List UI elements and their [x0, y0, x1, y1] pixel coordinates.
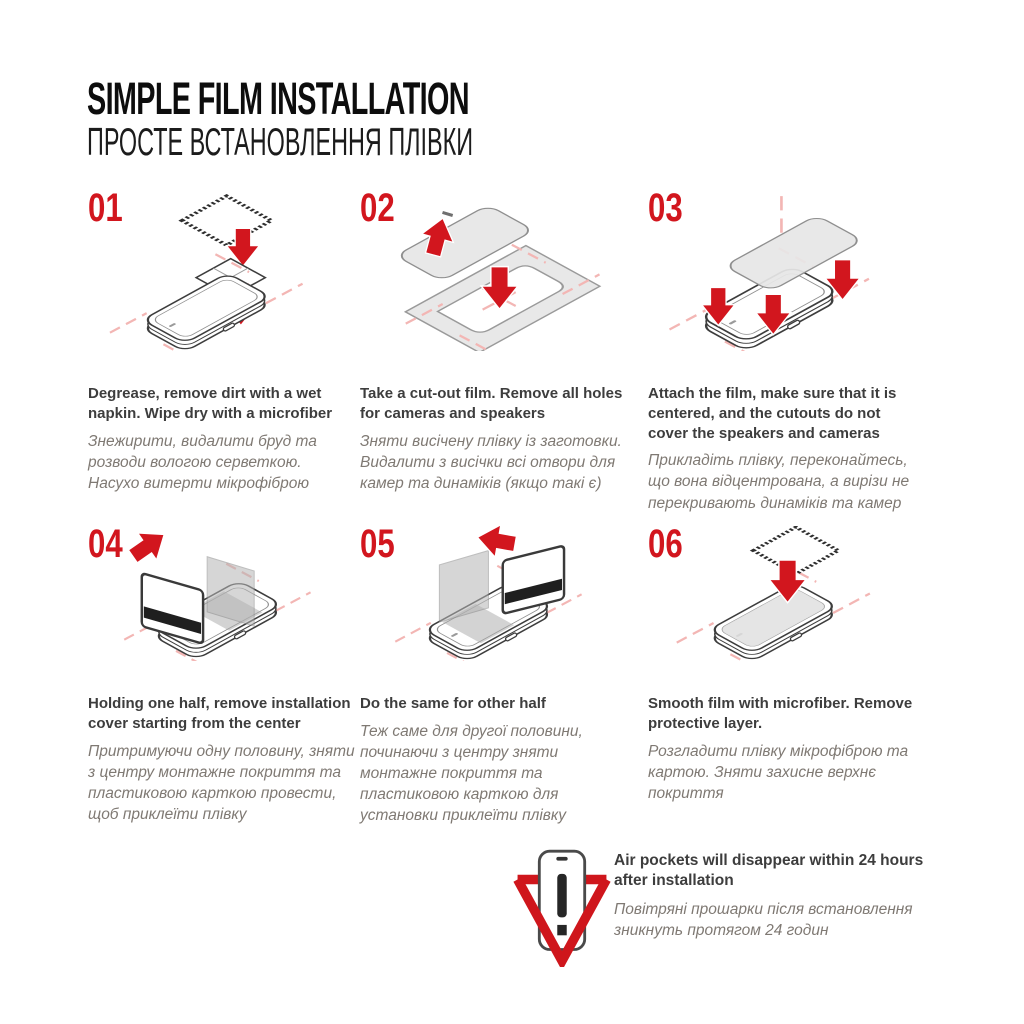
- card-peel-second-half-icon: [374, 526, 609, 661]
- film-cutout-sheet-icon: [379, 190, 614, 351]
- napkins-cleaning-phone-icon: [102, 190, 337, 351]
- step-06-text-en: Smooth film with microfiber. Remove protective layer.: [648, 695, 913, 732]
- header: [87, 73, 730, 164]
- step-04-text-uk: Притримуючи одну половину, зняти з центру монтажне покриття та пластиковою карткою провести, щоб приклеїти плівку: [88, 742, 355, 823]
- warning-note: [614, 851, 944, 941]
- plastic-card-icon: [502, 546, 563, 614]
- page-title: SIMPLE FILM INSTALLATION: [87, 73, 469, 124]
- step-01-number: 01: [88, 186, 123, 230]
- step-03-illustration: [648, 186, 920, 351]
- step-01-text-en: Degrease, remove dirt with a wet napkin. Wipe dry with a microfiber: [88, 385, 333, 422]
- plastic-card-icon: [141, 573, 202, 644]
- step-05-illustration: [360, 522, 622, 661]
- step-05-number: 05: [360, 522, 395, 566]
- step-06: [648, 524, 916, 804]
- step-02-text-uk: Зняти висічену плівку із заготовки. Видалити з висічки всі отвори для камер та динаміків (якщо такі є): [360, 432, 622, 492]
- step-05-text-uk: Теж саме для другої половини, починаючи з центру зняти монтажне покриття та пластиковою карткою для установки приклеїти плівку: [360, 722, 583, 825]
- step-06-number: 06: [648, 522, 683, 566]
- step-05-text-en: Do the same for other half: [360, 695, 546, 712]
- warning-note-icon-wrap: [510, 845, 614, 972]
- step-02: [360, 188, 632, 494]
- step-03-text-en: Attach the film, make sure that it is centered, and the cutouts do not cover the speakers and cameras: [648, 385, 897, 442]
- step-03: [648, 188, 920, 514]
- step-01-text-uk: Знежирити, видалити бруд та розводи вологою серветкою. Насухо витерти мікрофіброю: [88, 432, 317, 492]
- note-text-uk: Повітряні прошарки після встановлення зникнуть протягом 24 годин: [614, 900, 913, 939]
- step-04-illustration: [88, 522, 356, 661]
- step-03-text-uk: Прикладіть плівку, переконайтесь, що вона відцентрована, а вирізи не перекривають динаміків та камер: [648, 452, 910, 512]
- warning-phone-triangle-icon: [510, 845, 614, 967]
- card-peel-first-half-icon: [105, 526, 340, 661]
- note-text-en: Air pockets will disappear within 24 hours after installation: [614, 852, 924, 890]
- step-05: [360, 524, 622, 826]
- film-onto-phone-icon: [667, 190, 902, 351]
- microfiber-smoothing-icon: [665, 526, 900, 661]
- step-06-text-uk: Розгладити плівку мікрофіброю та картою. Зняти захисне верхнє покриття: [648, 742, 909, 802]
- step-02-number: 02: [360, 186, 395, 230]
- step-03-number: 03: [648, 186, 683, 230]
- step-01-illustration: [88, 186, 350, 351]
- step-04-text-en: Holding one half, remove installation cover starting from the center: [88, 695, 351, 732]
- step-06-illustration: [648, 522, 916, 661]
- step-01: [88, 188, 350, 494]
- page-subtitle: ПРОСТЕ ВСТАНОВЛЕННЯ ПЛІВКИ: [87, 121, 474, 164]
- step-02-illustration: [360, 186, 632, 351]
- step-04-number: 04: [88, 522, 123, 566]
- step-02-text-en: Take a cut-out film. Remove all holes for cameras and speakers: [360, 385, 623, 422]
- step-04: [88, 524, 356, 825]
